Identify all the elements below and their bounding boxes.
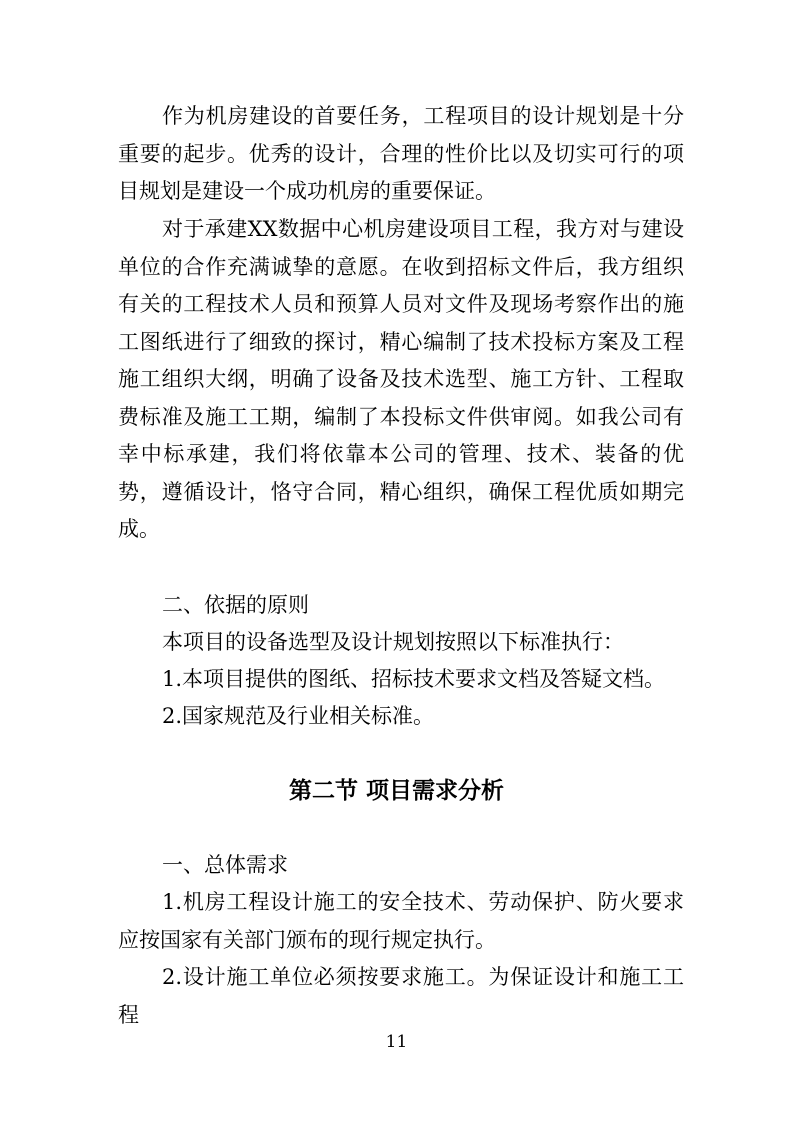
section-sub-heading: 一、总体需求 — [162, 853, 288, 877]
intro-paragraph-2: 对于承建XX数据中心机房建设项目工程，我方对与建设单位的合作充满诚挚的意愿。在收到招标文件后，我方组织有关的工程技术人员和预算人员对文件及现场考察作出的施工图纸进行了细致的探讨，精心编制了技术投标方案及工程施工组织大纲，明确了设备及技术选型、施工方针、工程取费标准及施工工期，编制了本投标文件供审阅。如我公司有幸中标承建，我们将依靠本公司的管理、技术、装备的优势，遵循设计，恪守合同，精心组织，确保工程优质如期完成。 — [118, 217, 684, 541]
principles-item-1: 1.本项目提供的图纸、招标技术要求文档及答疑文档。 — [162, 667, 666, 691]
section-title: 第二节 项目需求分析 — [288, 778, 504, 804]
principles-heading: 二、依据的原则 — [162, 593, 309, 617]
principles-item-2: 2.国家规范及行业相关标准。 — [162, 704, 435, 728]
page-number: 11 — [385, 1032, 408, 1052]
requirement-item-1: 1.机房工程设计施工的安全技术、劳动保护、防火要求应按国家有关部门颁布的现行规定执行。 — [118, 890, 684, 952]
requirement-item-2: 2.设计施工单位必须按要求施工。为保证设计和施工工程 — [118, 965, 684, 1027]
intro-paragraph-1: 作为机房建设的首要任务，工程项目的设计规划是十分重要的起步。优秀的设计，合理的性价比以及切实可行的项目规划是建设一个成功机房的重要保证。 — [118, 104, 684, 203]
principles-intro: 本项目的设备选型及设计规划按照以下标准执行： — [162, 630, 624, 654]
